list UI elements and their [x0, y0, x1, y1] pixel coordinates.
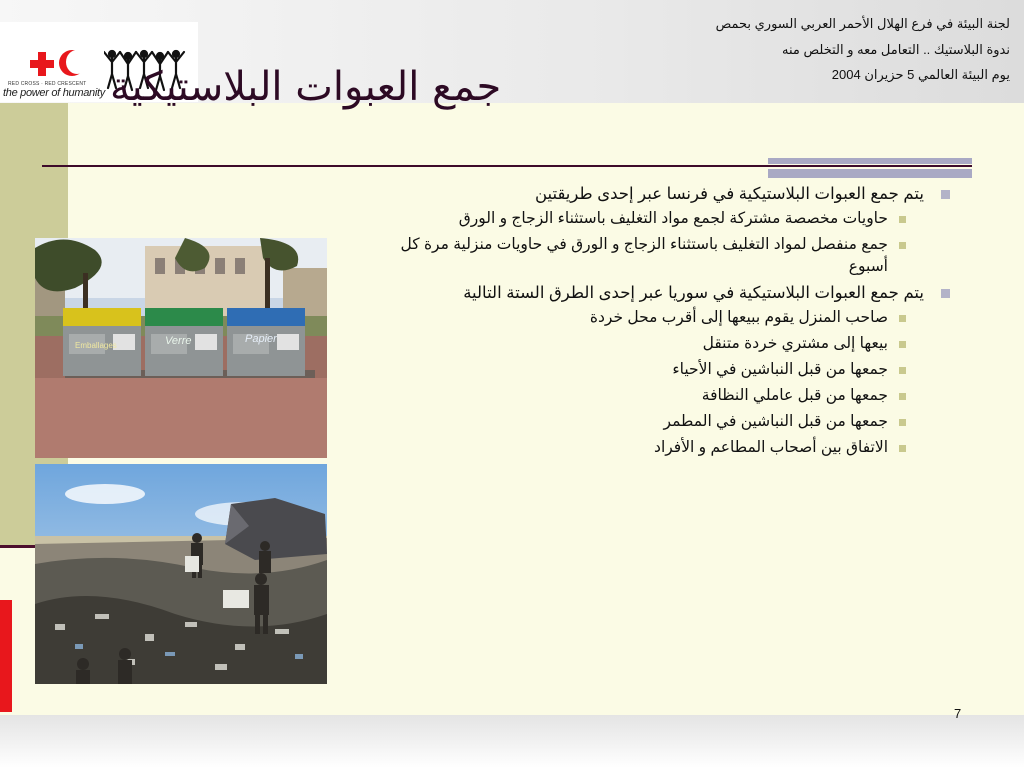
logo-tagline: the power of humanity [3, 87, 105, 99]
left-decor-line [0, 545, 36, 548]
bin-label-verre: Verre [165, 335, 192, 347]
bin-label-papier: Papier [245, 333, 277, 345]
bullet-square-icon [899, 315, 906, 322]
bullet-text: جمعها من قبل عاملي النظافة [701, 387, 888, 404]
bullet-text: جمعها من قبل النباشين في المطمر [663, 413, 888, 430]
page-number: 7 [954, 706, 962, 721]
bullet-square-icon [941, 289, 950, 298]
bullet-text: صاحب المنزل يقوم ببيعها إلى أقرب محل خردة [589, 309, 888, 326]
bullet-square-icon [899, 216, 906, 223]
red-crescent-icon [59, 50, 81, 78]
header-seminar-line: ندوة البلاستيك .. التعامل معه و التخلص منه [782, 42, 1010, 57]
sub-bullet-item [392, 385, 888, 407]
bullet-list [392, 180, 932, 463]
bullet-square-icon [941, 190, 950, 199]
header-org-line: لجنة البيئة في فرع الهلال الأحمر العربي السوري بحمص [715, 16, 1010, 31]
sub-bullet-item [392, 437, 888, 459]
bullet-square-icon [899, 445, 906, 452]
bullet-item [392, 282, 932, 304]
sub-bullet-item [392, 333, 888, 355]
landfill-photo [35, 464, 327, 684]
sub-bullet-item [392, 411, 888, 433]
bullet-text: جمع منفصل لمواد التغليف باستثناء الزجاج و الورق في حاويات منزلية مرة كل أسبوع [400, 236, 888, 275]
bin-label-emballages: Emballages [75, 341, 117, 350]
bullet-square-icon [899, 242, 906, 249]
bullet-text: الاتفاق بين أصحاب المطاعم و الأفراد [654, 439, 888, 456]
header-date-line: يوم البيئة العالمي 5 حزيران 2004 [831, 67, 1010, 82]
slide-title: جمع العبوات البلاستيكية [110, 64, 502, 110]
recycling-bins-photo [35, 238, 327, 458]
sub-bullet-item [392, 307, 888, 329]
bullet-text: يتم جمع العبوات البلاستيكية في فرنسا عبر إحدى طريقتين [534, 185, 924, 203]
bullet-square-icon [899, 419, 906, 426]
bullet-text: جمعها من قبل النباشين في الأحياء [672, 361, 888, 378]
footer-band [0, 715, 1024, 768]
title-decor-strip [768, 158, 972, 164]
logo-small-text: RED CROSS · RED CRESCENT [8, 81, 87, 87]
bullet-square-icon [899, 341, 906, 348]
left-red-bar [0, 600, 12, 712]
sub-bullet-item [392, 234, 888, 278]
bullet-item [392, 183, 932, 205]
bullet-text: حاويات مخصصة مشتركة لجمع مواد التغليف باستثناء الزجاج و الورق [458, 210, 888, 227]
bullet-text: يتم جمع العبوات البلاستيكية في سوريا عبر إحدى الطرق الستة التالية [463, 284, 924, 302]
sub-bullet-item [392, 359, 888, 381]
bullet-text: بيعها إلى مشتري خردة متنقل [702, 335, 888, 352]
title-decor-strip-lower [768, 169, 972, 178]
red-cross-icon [30, 52, 54, 76]
bullet-square-icon [899, 393, 906, 400]
bullet-square-icon [899, 367, 906, 374]
title-rule [42, 165, 972, 167]
sub-bullet-item [392, 208, 888, 230]
